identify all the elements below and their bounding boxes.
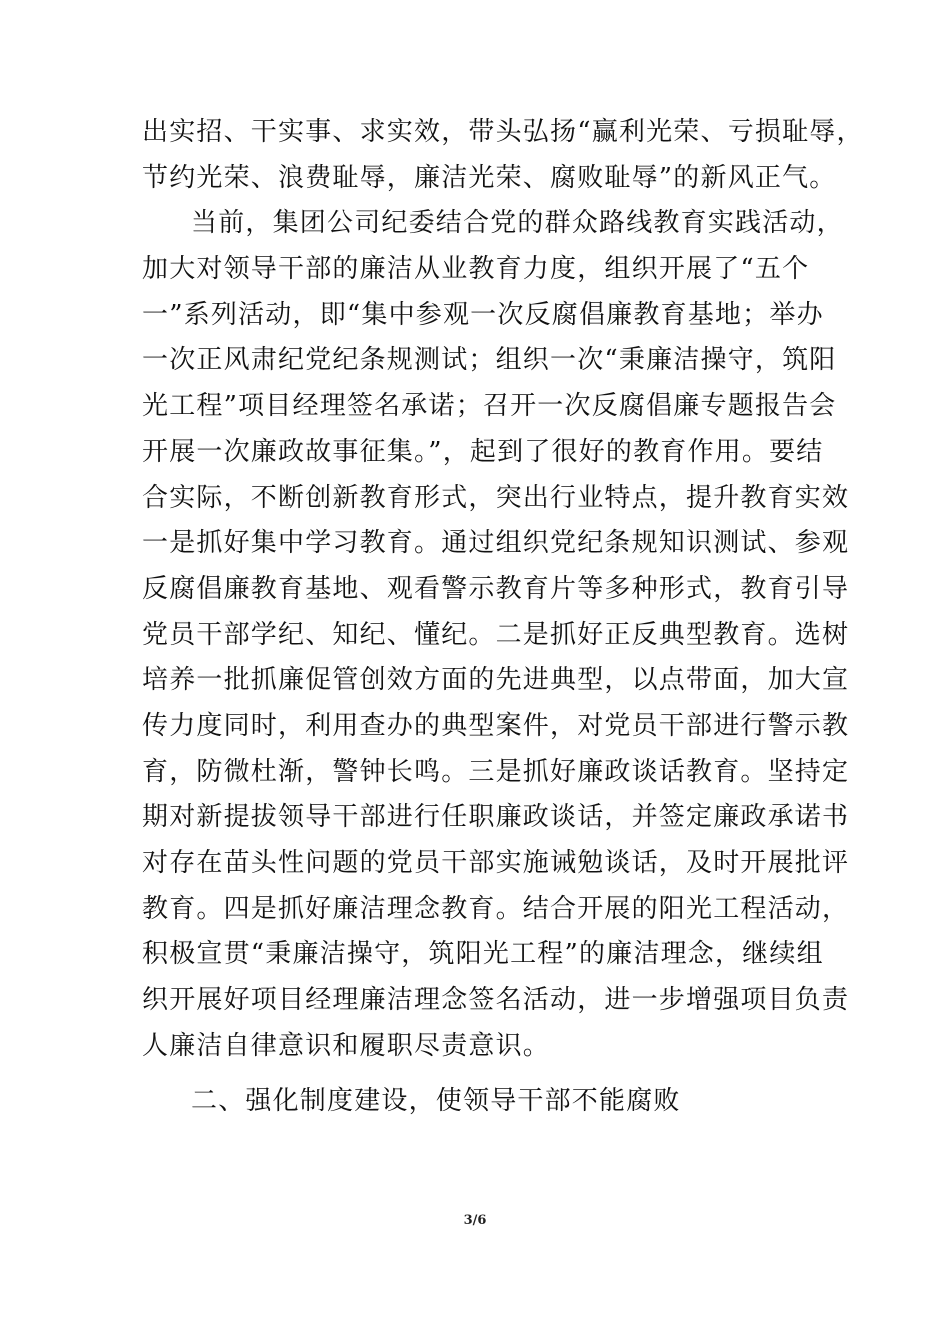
paragraph-gap: [142, 1069, 832, 1079]
document-body: [142, 110, 864, 1125]
text-line: 当前，集团公司纪委结合党的群众路线教育实践活动，: [191, 208, 844, 239]
text-line: 光工程”项目经理签名承诺；召开一次反腐倡廉专题报告会: [142, 391, 837, 422]
text-line: 出实招、干实事、求实效，带头弘扬“赢利光荣、亏损耻辱，: [142, 117, 864, 147]
text-line: 积极宣贯“秉廉洁操守，筑阳光工程”的廉洁理念，继续组: [142, 939, 824, 970]
text-line: 一次正风肃纪党纪条规测试；组织一次“秉廉洁操守，筑阳: [142, 345, 837, 376]
text-line: 一是抓好集中学习教育。通过组织党纪条规知识测试、参观: [142, 528, 850, 559]
text-line: 二、强化制度建设，使领导干部不能腐败: [191, 1086, 681, 1117]
text-line: 对存在苗头性问题的党员干部实施诫勉谈话，及时开展批评: [142, 848, 850, 878]
text-line: 期对新提拔领导干部进行任职廉政谈话，并签定廉政承诺书: [142, 802, 850, 833]
text-line: 节约光荣、浪费耻辱，廉洁光荣、腐败耻辱”的新风正气。: [142, 162, 837, 193]
paragraph: [142, 110, 864, 201]
paragraph: [142, 1079, 832, 1125]
text-line: 教育。四是抓好廉洁理念教育。结合开展的阳光工程活动，: [142, 893, 850, 924]
text-line: 传力度同时，利用查办的典型案件，对党员干部进行警示教: [142, 710, 850, 741]
text-line: 加大对领导干部的廉洁从业教育力度，组织开展了“五个: [142, 254, 810, 285]
page-number: 3/6: [463, 1213, 487, 1228]
text-line: 一”系列活动，即“集中参观一次反腐倡廉教育基地；举办: [142, 299, 824, 330]
text-line: 育，防微杜渐，警钟长鸣。三是抓好廉政谈话教育。坚持定: [142, 756, 850, 787]
paragraph: [142, 201, 850, 1069]
text-line: 培养一批抓廉促管创效方面的先进典型，以点带面，加大宣: [142, 665, 850, 696]
text-line: 织开展好项目经理廉洁理念签名活动，进一步增强项目负责: [142, 985, 850, 1016]
text-line: 党员干部学纪、知纪、懂纪。二是抓好正反典型教育。选树: [142, 619, 850, 650]
text-line: 反腐倡廉教育基地、观看警示教育片等多种形式，教育引导: [142, 573, 850, 604]
text-line: 开展一次廉政故事征集。”，起到了很好的教育作用。要结: [142, 436, 824, 467]
text-line: 合实际，不断创新教育形式，突出行业特点，提升教育实效: [142, 482, 850, 513]
text-line: 人廉洁自律意识和履职尽责意识。: [142, 1030, 551, 1061]
